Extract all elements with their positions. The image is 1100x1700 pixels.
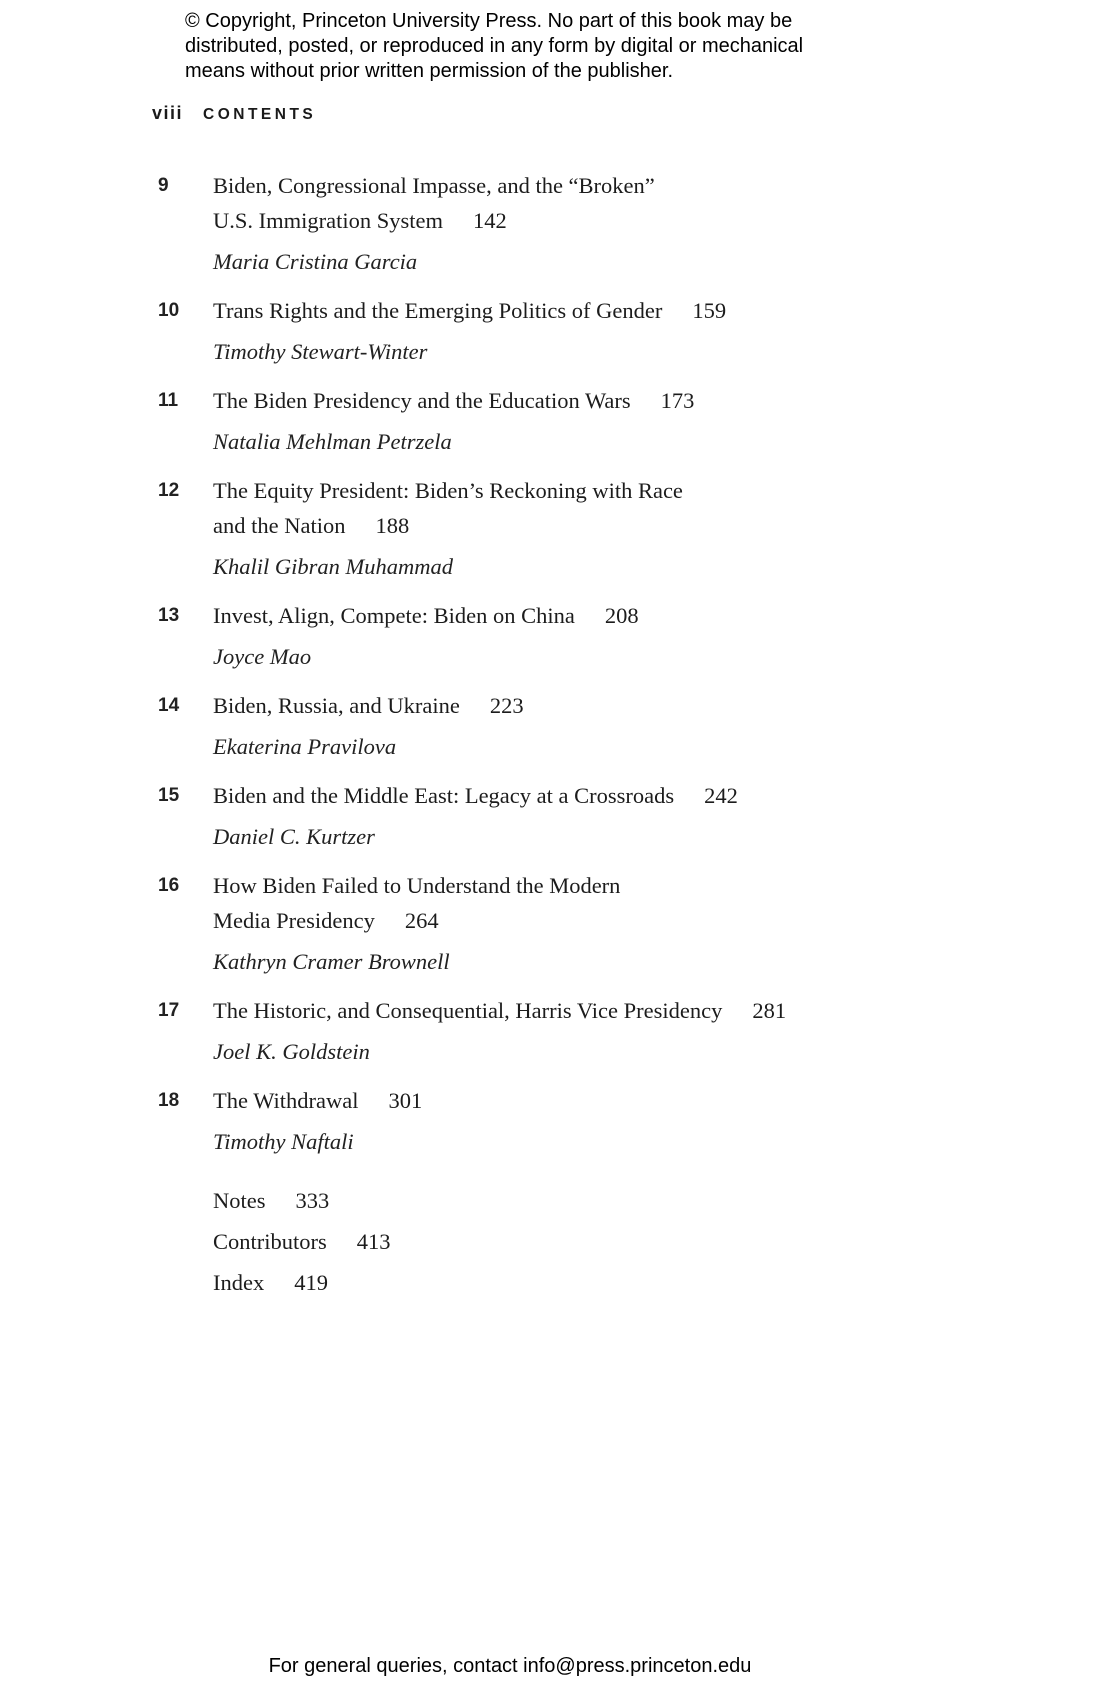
chapter-title-line [213,293,978,328]
backmatter-item [213,1183,978,1218]
toc-entry [158,293,978,369]
toc-entry [158,993,978,1069]
chapter-author: Joyce Mao [213,644,312,669]
chapter-title-text: Trans Rights and the Emerging Politics of Gender [213,298,663,323]
chapter-number: 9 [158,175,169,196]
chapter-page-number: 173 [660,388,695,413]
chapter-title-line [213,1083,978,1118]
copyright-line: © Copyright, Princeton University Press. No part of this book may be [185,10,793,32]
chapter-number: 14 [158,695,180,716]
chapter-author: Timothy Stewart-Winter [213,339,428,364]
footer-text: For general queries, contact info@press.princeton.edu [268,1655,752,1677]
chapter-page-number: 281 [752,998,787,1023]
backmatter-item [213,1224,978,1259]
backmatter-label: Notes [213,1188,266,1213]
chapter-entry-content [213,868,978,979]
running-head-title: CONTENTS [203,106,317,123]
chapter-page-number: 208 [604,603,639,628]
toc-entry [158,1083,978,1159]
chapter-title-text: Media Presidency [213,908,375,933]
chapter-number: 11 [158,390,179,411]
chapter-title-line [213,473,978,508]
chapter-entry-content [213,1083,978,1159]
chapter-author: Kathryn Cramer Brownell [213,949,450,974]
chapter-title-text: Biden and the Middle East: Legacy at a Crossroads [213,783,675,808]
chapter-entry-content [213,993,978,1069]
backmatter-page-number: 413 [356,1229,391,1254]
chapter-number: 16 [158,875,180,896]
chapter-title-line [213,203,978,238]
chapter-title-line [213,383,978,418]
chapter-author: Khalil Gibran Muhammad [213,554,454,579]
chapter-title-line [213,688,978,723]
chapter-page-number: 142 [473,208,507,233]
chapter-title-text: The Withdrawal [213,1088,359,1113]
chapter-entry-content [213,473,978,584]
chapter-number: 15 [158,785,180,806]
chapter-title-line [213,868,978,903]
backmatter-label: Contributors [213,1229,327,1254]
copyright-notice [185,9,803,84]
chapter-author: Maria Cristina Garcia [213,249,418,274]
chapter-title-line [213,993,978,1028]
chapter-title-text: The Equity President: Biden’s Reckoning with Race [213,478,683,503]
toc-column [158,168,978,1306]
chapter-page-number: 188 [375,513,410,538]
chapter-page-number: 242 [704,783,738,808]
chapter-author: Ekaterina Pravilova [213,734,397,759]
chapter-number: 12 [158,480,180,501]
backmatter-page-number: 419 [294,1270,328,1295]
chapter-title-line [213,903,978,938]
chapter-entry-content [213,778,978,854]
chapter-title-text: How Biden Failed to Understand the Modern [213,873,621,898]
chapter-title-line [213,778,978,813]
chapter-title-line [213,168,978,203]
chapter-author: Timothy Naftali [213,1129,354,1154]
toc-entry [158,383,978,459]
chapter-entry-content [213,168,978,279]
chapter-number: 17 [158,1000,180,1021]
toc-entry [158,688,978,764]
toc-entry [158,598,978,674]
chapter-title-text: Invest, Align, Compete: Biden on China [213,603,575,628]
chapter-title-text: Biden, Russia, and Ukraine [213,693,460,718]
chapter-entry-content [213,598,978,674]
chapter-title-text: The Historic, and Consequential, Harris Vice Presidency [213,998,723,1023]
chapter-title-line [213,508,978,543]
chapter-author: Joel K. Goldstein [213,1039,370,1064]
toc-entry [158,473,978,584]
toc-entry [158,868,978,979]
chapter-title-text: The Biden Presidency and the Education Wars [213,388,631,413]
page-folio: viii [152,103,184,123]
backmatter-list [213,1183,978,1300]
chapter-title-text: U.S. Immigration System [213,208,443,233]
toc-entry [158,778,978,854]
running-head [152,103,316,124]
chapter-entry-content [213,293,978,369]
chapter-title-text: Biden, Congressional Impasse, and the “Broken” [213,173,655,198]
backmatter-page-number: 333 [295,1188,330,1213]
chapter-entry-content [213,688,978,764]
chapter-page-number: 264 [404,908,439,933]
queries-footer [0,1655,1020,1678]
chapter-number: 10 [158,300,180,321]
chapter-page-number: 159 [692,298,727,323]
toc-entry [158,168,978,279]
chapter-author: Natalia Mehlman Petrzela [213,429,452,454]
backmatter-item [213,1265,978,1300]
chapter-number: 18 [158,1090,180,1111]
copyright-line: means without prior written permission of the publisher. [185,60,674,82]
chapter-title-line [213,598,978,633]
chapter-author: Daniel C. Kurtzer [213,824,375,849]
chapter-number: 13 [158,605,180,626]
backmatter-label: Index [213,1270,265,1295]
chapter-title-text: and the Nation [213,513,346,538]
chapter-page-number: 301 [388,1088,423,1113]
chapter-page-number: 223 [489,693,524,718]
toc-list [158,168,978,1159]
chapter-entry-content [213,383,978,459]
copyright-line: distributed, posted, or reproduced in any form by digital or mechanical [185,35,804,57]
